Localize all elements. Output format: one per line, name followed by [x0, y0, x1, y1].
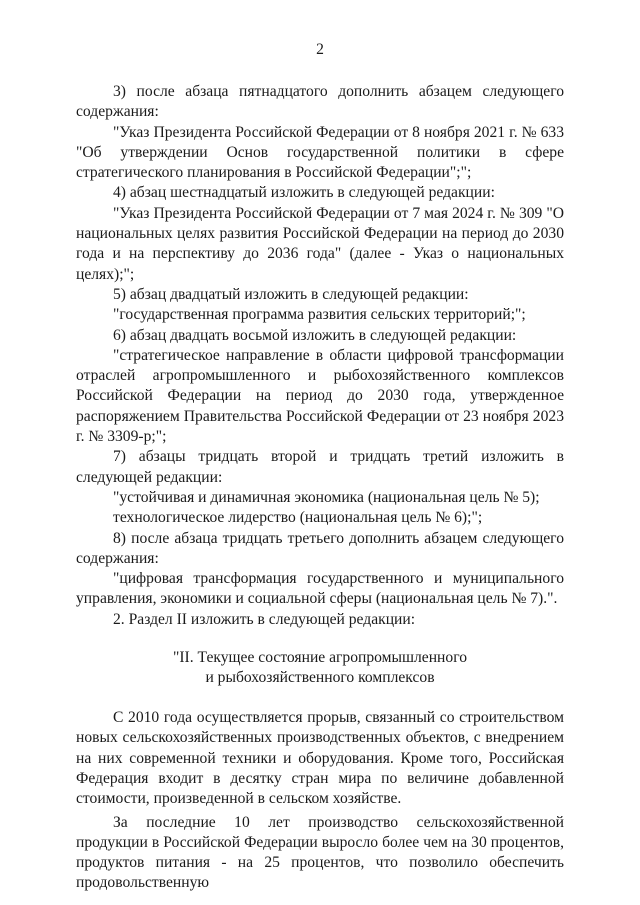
- amendment-item-5-text: "государственная программа развития сельских территорий;";: [113, 306, 526, 324]
- amendment-item-7-text-2: технологическое лидерство (национальная цель № 6);";: [113, 509, 483, 527]
- amendment-section-2-intro: 2. Раздел II изложить в следующей редакции:: [113, 610, 416, 628]
- amendment-item-7-text-1: "устойчивая и динамичная экономика (национальная цель № 5);: [113, 488, 540, 506]
- section-paragraph: За последние 10 лет производство сельскохозяйственной продукции в Российской Федерации выросло более чем на 30 процентов, продуктов питания - на 25 процентов, что позволило обеспечить продовольственную: [76, 813, 564, 892]
- amendment-item-3-text: "Указ Президента Российской Федерации от 8 ноября 2021 г. № 633 "Об утверждении Основ государственной политики в сфере стратегического планирования в Российской Федерации";";: [76, 123, 564, 182]
- section-paragraph: С 2010 года осуществляется прорыв, связанный со строительством новых сельскохозяйственных производственных объектов, с внедрением на них современной техники и оборудования. Кроме того, Российская Федерация входит в десятку стран мира по величине добавленной стоимости, произведенной в сельском хозяйстве.: [76, 709, 564, 808]
- amendment-item-8-intro: 8) после абзаца тридцать третьего дополнить абзацем следующего содержания:: [76, 529, 564, 567]
- amendment-item-4-text: "Указ Президента Российской Федерации от 7 мая 2024 г. № 309 "О национальных целях развития Российской Федерации на период до 2030 года и на перспективу до 2036 года" (далее - Указ о национальных целях);";: [76, 204, 564, 283]
- section-heading: [76, 648, 564, 688]
- page-number: 2: [316, 41, 324, 58]
- section-heading-line-1: "II. Текущее состояние агропромышленного: [172, 649, 468, 667]
- document-body: [76, 82, 564, 897]
- amendment-item-8-text: "цифровая трансформация государственного и муниципального управления, экономики и социальной сферы (национальная цель № 7).".: [76, 570, 564, 608]
- amendment-item-3-intro: 3) после абзаца пятнадцатого дополнить абзацем следующего содержания:: [76, 83, 564, 121]
- amendment-item-7-intro: 7) абзацы тридцать второй и тридцать третий изложить в следующей редакции:: [76, 448, 564, 486]
- amendment-item-4-intro: 4) абзац шестнадцатый изложить в следующей редакции:: [113, 184, 495, 202]
- section-heading-line-2: и рыбохозяйственного комплексов: [205, 669, 435, 687]
- amendment-item-6-intro: 6) абзац двадцать восьмой изложить в следующей редакции:: [113, 326, 517, 344]
- amendment-item-6-text: "стратегическое направление в области цифровой трансформации отраслей агропромышленного и рыбохозяйственного комплексов Российской Федерации на период до 2030 года, утвержденное распоряжением Правительства Российской Федерации от 23 ноября 2023 г. № 3309-р;";: [76, 346, 564, 446]
- amendment-item-5-intro: 5) абзац двадцатый изложить в следующей редакции:: [113, 285, 469, 303]
